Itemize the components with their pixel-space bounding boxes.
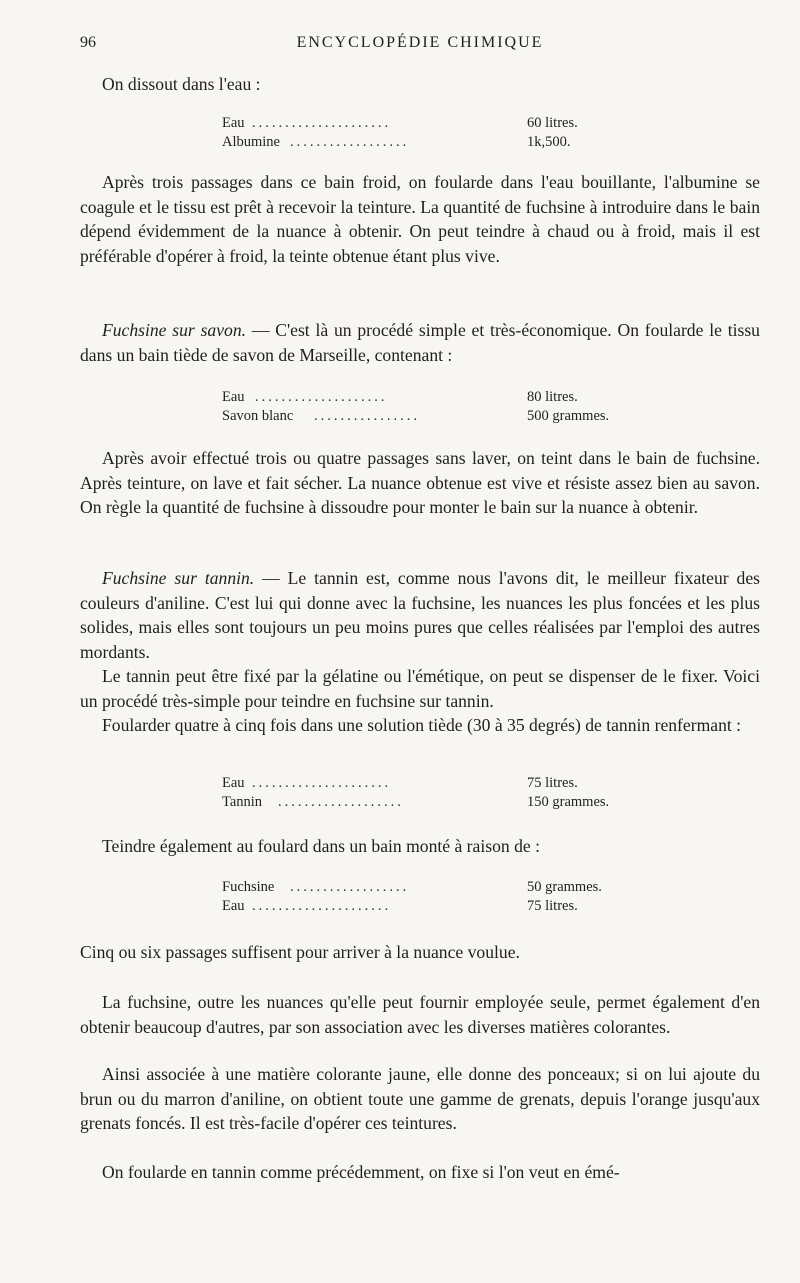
paragraph: Ainsi associée à une matière colorante jaune, elle donne des ponceaux; si on lui ajoute du brun ou du marron d'aniline, on obtient toute une gamme de grenats, depuis l'orange jusqu'aux grenats foncés. Il est très-facile d'opérer ces teintures. bbox=[80, 1064, 760, 1133]
recipe-savon bbox=[222, 388, 642, 426]
paragraph: Après trois passages dans ce bain froid, on foularde dans l'eau bouillante, l'albumine se coagule et le tissu est prêt à recevoir la teinture. La quantité de fuchsine à introduire dans le bain dépend évidemment de la nuance à obtenir. On peut teindre à chaud ou à froid, mais il est préférable d'opérer à froid, la teinte obtenue étant plus vive. bbox=[80, 172, 760, 266]
recipe-row bbox=[222, 793, 642, 812]
ingredient-quantity: 150 grammes. bbox=[527, 794, 610, 810]
ingredient-quantity: 80 litres. bbox=[527, 389, 578, 405]
ingredient-quantity: 50 grammes. bbox=[527, 879, 602, 895]
paragraph-fuchsine-savon bbox=[80, 318, 760, 367]
recipe-row bbox=[222, 897, 642, 916]
recipe-row bbox=[222, 114, 642, 133]
ingredient-label: Eau bbox=[222, 898, 245, 914]
ingredient-label: Fuchsine bbox=[222, 879, 275, 895]
paragraph: Cinq ou six passages suffisent pour arriver à la nuance voulue. bbox=[80, 942, 520, 962]
ingredient-quantity: 75 litres. bbox=[527, 898, 578, 914]
recipe-row bbox=[222, 388, 642, 407]
paragraph: On foularde en tannin comme précédemment, on fixe si l'on veut en émé- bbox=[102, 1162, 620, 1182]
paragraph: Après avoir effectué trois ou quatre passages sans laver, on teint dans le bain de fuchsine. Après teinture, on lave et fait sécher. La nuance obtenue est vive et résiste assez bien au savon. On règle la quantité de fuchsine à dissoudre pour monter le bain sur la nuance à obtenir. bbox=[80, 448, 760, 517]
leader-dots: ..................... bbox=[252, 898, 392, 914]
ingredient-label: Eau bbox=[222, 389, 245, 405]
paragraph: La fuchsine, outre les nuances qu'elle peut fournir employée seule, permet également d'en obtenir beaucoup d'autres, par son association avec les diverses matières colorantes. bbox=[80, 992, 760, 1037]
paragraph: Teindre également au foulard dans un bain monté à raison de : bbox=[102, 836, 540, 856]
recipe-row bbox=[222, 133, 642, 152]
ingredient-label: Savon blanc bbox=[222, 408, 294, 424]
paragraph-text: — C'est là un procédé simple et très-économique. On foularde le tissu dans un bain tiède de savon de Marseille, contenant : bbox=[80, 320, 760, 365]
ingredient-label: Eau bbox=[222, 775, 245, 791]
ingredient-quantity: 75 litres. bbox=[527, 775, 578, 791]
section-heading: Fuchsine sur savon. bbox=[102, 320, 247, 340]
leader-dots: ................... bbox=[278, 794, 404, 810]
ingredient-quantity: 1k,500. bbox=[527, 134, 571, 150]
recipe-albumine bbox=[222, 114, 642, 152]
intro-line: On dissout dans l'eau : bbox=[102, 74, 261, 94]
page-number: 96 bbox=[80, 34, 96, 51]
ingredient-label: Albumine bbox=[222, 134, 280, 150]
paragraph: Foularder quatre à cinq fois dans une solution tiède (30 à 35 degrés) de tannin renfermant : bbox=[102, 715, 742, 735]
ingredient-label: Eau bbox=[222, 115, 245, 131]
paragraph: Le tannin peut être fixé par la gélatine ou l'émétique, on peut se dispenser de le fixer. Voici un procédé très-simple pour teindre en fuchsine sur tannin. bbox=[80, 666, 760, 711]
leader-dots: .................. bbox=[290, 134, 410, 150]
leader-dots: ................ bbox=[314, 408, 420, 424]
paragraph-text: — Le tannin est, comme nous l'avons dit, le meilleur fixateur des couleurs d'aniline. C'est lui qui donne avec la fuchsine, les nuances les plus foncées et les plus solides, mais elles sont toujours un peu moins pures que celles réalisées par l'emploi des autres mordants. bbox=[80, 568, 760, 662]
recipe-row bbox=[222, 407, 642, 426]
section-heading: Fuchsine sur tannin. bbox=[102, 568, 255, 588]
leader-dots: .................... bbox=[255, 389, 388, 405]
recipe-row bbox=[222, 878, 642, 897]
ingredient-quantity: 500 grammes. bbox=[527, 408, 610, 424]
leader-dots: ..................... bbox=[252, 115, 392, 131]
recipe-tannin bbox=[222, 774, 642, 812]
page-header bbox=[80, 34, 760, 56]
leader-dots: .................. bbox=[290, 879, 410, 895]
running-title: ENCYCLOPÉDIE CHIMIQUE bbox=[296, 34, 544, 51]
ingredient-quantity: 60 litres. bbox=[527, 115, 578, 131]
paragraph-fuchsine-tannin bbox=[80, 566, 760, 664]
ingredient-label: Tannin bbox=[222, 794, 263, 810]
recipe-fuchsine bbox=[222, 878, 642, 916]
recipe-row bbox=[222, 774, 642, 793]
leader-dots: ..................... bbox=[252, 775, 392, 791]
